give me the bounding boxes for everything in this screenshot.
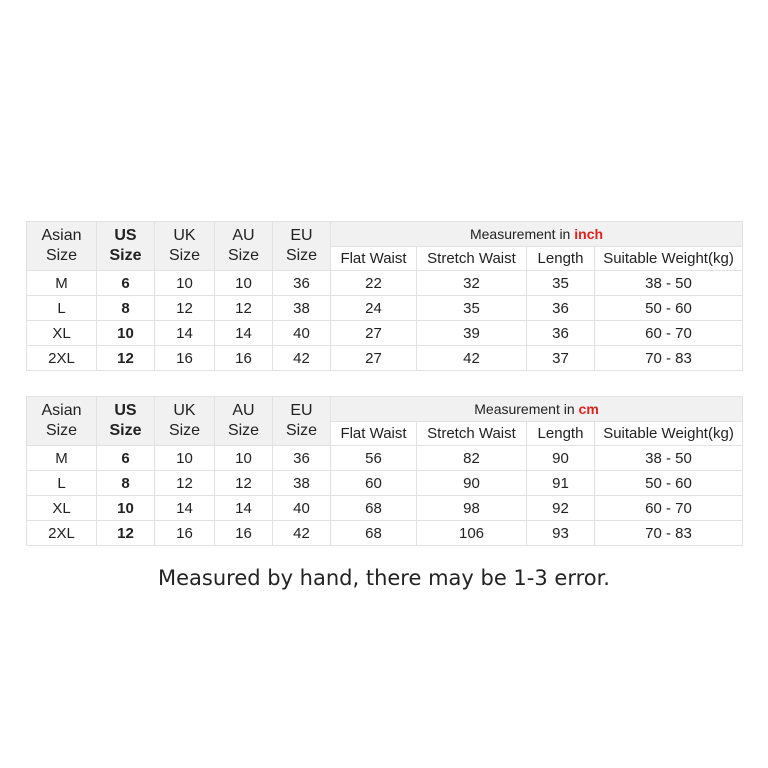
- header-stretch-waist: Stretch Waist: [417, 422, 527, 446]
- header-uk-size: UK Size: [155, 397, 215, 446]
- cell-us: 12: [97, 521, 155, 546]
- cell-eu: 40: [273, 496, 331, 521]
- header-stretch-waist: Stretch Waist: [417, 247, 527, 271]
- cell-asian: 2XL: [27, 346, 97, 371]
- cell-asian: 2XL: [27, 521, 97, 546]
- cell-asian: XL: [27, 496, 97, 521]
- table-row: [27, 471, 743, 496]
- cell-uk: 12: [155, 296, 215, 321]
- cell-asian: L: [27, 471, 97, 496]
- table-row: [27, 496, 743, 521]
- cell-eu: 42: [273, 521, 331, 546]
- unit-label: cm: [578, 401, 599, 417]
- cell-uk: 16: [155, 346, 215, 371]
- header-uk-size: UK Size: [155, 222, 215, 271]
- cell-weight: 60 - 70: [595, 496, 743, 521]
- cell-eu: 36: [273, 446, 331, 471]
- cell-au: 10: [215, 446, 273, 471]
- cell-flat-waist: 27: [331, 346, 417, 371]
- cell-weight: 60 - 70: [595, 321, 743, 346]
- cell-eu: 38: [273, 296, 331, 321]
- cell-length: 92: [527, 496, 595, 521]
- cell-weight: 70 - 83: [595, 346, 743, 371]
- cell-weight: 50 - 60: [595, 471, 743, 496]
- table-row: [27, 296, 743, 321]
- cell-flat-waist: 27: [331, 321, 417, 346]
- header-flat-waist: Flat Waist: [331, 422, 417, 446]
- cell-uk: 12: [155, 471, 215, 496]
- cell-length: 36: [527, 321, 595, 346]
- cell-au: 16: [215, 521, 273, 546]
- measurement-unit-header: Measurement in inch: [331, 222, 743, 247]
- cell-asian: L: [27, 296, 97, 321]
- cell-us: 10: [97, 496, 155, 521]
- cell-stretch-waist: 32: [417, 271, 527, 296]
- cell-stretch-waist: 98: [417, 496, 527, 521]
- table-row: [27, 321, 743, 346]
- cell-flat-waist: 68: [331, 521, 417, 546]
- cell-eu: 38: [273, 471, 331, 496]
- cell-au: 14: [215, 321, 273, 346]
- cell-us: 6: [97, 271, 155, 296]
- header-eu-size: EU Size: [273, 222, 331, 271]
- table-row: [27, 521, 743, 546]
- cell-au: 14: [215, 496, 273, 521]
- cell-length: 90: [527, 446, 595, 471]
- header-eu-size: EU Size: [273, 397, 331, 446]
- cell-length: 37: [527, 346, 595, 371]
- cell-length: 35: [527, 271, 595, 296]
- header-au-size: AU Size: [215, 222, 273, 271]
- header-flat-waist: Flat Waist: [331, 247, 417, 271]
- cell-uk: 10: [155, 271, 215, 296]
- cell-au: 16: [215, 346, 273, 371]
- cell-stretch-waist: 82: [417, 446, 527, 471]
- cell-eu: 36: [273, 271, 331, 296]
- cell-length: 91: [527, 471, 595, 496]
- cell-eu: 42: [273, 346, 331, 371]
- cell-weight: 38 - 50: [595, 271, 743, 296]
- cell-uk: 14: [155, 321, 215, 346]
- cell-eu: 40: [273, 321, 331, 346]
- cell-us: 8: [97, 471, 155, 496]
- cell-au: 12: [215, 296, 273, 321]
- cell-stretch-waist: 90: [417, 471, 527, 496]
- table-row: [27, 271, 743, 296]
- measurement-unit-header: Measurement in cm: [331, 397, 743, 422]
- cell-us: 10: [97, 321, 155, 346]
- size-table-cm: [26, 396, 743, 546]
- cell-flat-waist: 56: [331, 446, 417, 471]
- cell-uk: 14: [155, 496, 215, 521]
- header-us-size: US Size: [97, 397, 155, 446]
- unit-label: inch: [574, 226, 604, 242]
- header-asian-size: Asian Size: [27, 397, 97, 446]
- header-suitable-weight: Suitable Weight(kg): [595, 247, 743, 271]
- cell-flat-waist: 68: [331, 496, 417, 521]
- header-suitable-weight: Suitable Weight(kg): [595, 422, 743, 446]
- table-row: [27, 446, 743, 471]
- cell-au: 10: [215, 271, 273, 296]
- cell-asian: XL: [27, 321, 97, 346]
- header-au-size: AU Size: [215, 397, 273, 446]
- cell-weight: 70 - 83: [595, 521, 743, 546]
- header-us-size: US Size: [97, 222, 155, 271]
- cell-uk: 16: [155, 521, 215, 546]
- cell-asian: M: [27, 271, 97, 296]
- cell-weight: 38 - 50: [595, 446, 743, 471]
- header-length: Length: [527, 247, 595, 271]
- cell-au: 12: [215, 471, 273, 496]
- size-table-inch: [26, 221, 743, 371]
- cell-stretch-waist: 42: [417, 346, 527, 371]
- cell-length: 36: [527, 296, 595, 321]
- cell-us: 6: [97, 446, 155, 471]
- cell-flat-waist: 60: [331, 471, 417, 496]
- table-row: [27, 346, 743, 371]
- cell-uk: 10: [155, 446, 215, 471]
- measurement-note: Measured by hand, there may be 1-3 error.: [157, 566, 610, 590]
- cell-weight: 50 - 60: [595, 296, 743, 321]
- cell-length: 93: [527, 521, 595, 546]
- cell-flat-waist: 22: [331, 271, 417, 296]
- cell-stretch-waist: 39: [417, 321, 527, 346]
- cell-asian: M: [27, 446, 97, 471]
- cell-flat-waist: 24: [331, 296, 417, 321]
- cell-us: 8: [97, 296, 155, 321]
- header-asian-size: Asian Size: [27, 222, 97, 271]
- cell-us: 12: [97, 346, 155, 371]
- cell-stretch-waist: 106: [417, 521, 527, 546]
- header-length: Length: [527, 422, 595, 446]
- cell-stretch-waist: 35: [417, 296, 527, 321]
